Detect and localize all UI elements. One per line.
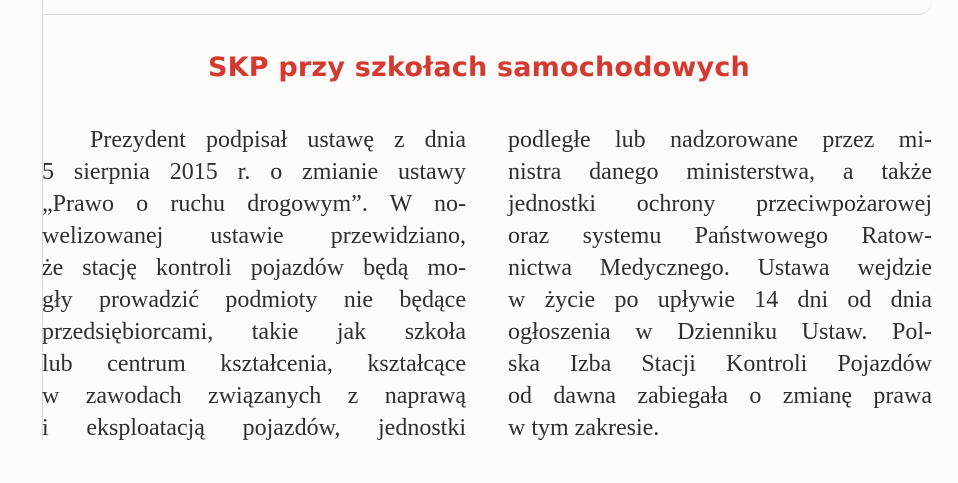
article-left-column (42, 124, 466, 444)
text-line: lub centrum kształcenia, kształcące (42, 351, 466, 377)
article-right-column (508, 124, 932, 444)
text-line: nistra danego ministerstwa, a także (508, 159, 932, 185)
article-title: SKP przy szkołach samochodowych (208, 52, 750, 83)
text-line: przedsiębiorcami, takie jak szkoła (42, 319, 466, 345)
text-line: nictwa Medycznego. Ustawa wejdzie (508, 255, 932, 281)
text-line: od dawna zabiegała o zmianę prawa (508, 383, 932, 409)
text-line: oraz systemu Państwowego Ratow- (508, 223, 932, 249)
text-line: ska Izba Stacji Kontroli Pojazdów (508, 351, 932, 377)
text-line: jednostki ochrony przeciwpożarowej (508, 191, 932, 217)
text-line: gły prowadzić podmioty nie będące (42, 287, 466, 313)
text-line: że stację kontroli pojazdów będą mo- (42, 255, 466, 281)
text-line: ogłoszenia w Dzienniku Ustaw. Pol- (508, 319, 932, 345)
text-line: Prezydent podpisał ustawę z dnia (90, 127, 466, 153)
text-line: „Prawo o ruchu drogowym”. W no- (42, 191, 466, 217)
text-line: i eksploatacją pojazdów, jednostki (42, 415, 466, 441)
text-line: welizowanej ustawie przewidziano, (42, 223, 466, 249)
text-line: podległe lub nadzorowane przez mi- (508, 127, 932, 153)
text-line: w tym zakresie. (508, 415, 660, 441)
page-frame-top-border (42, 0, 932, 15)
text-line: w zawodach związanych z naprawą (42, 383, 466, 409)
text-line: 5 sierpnia 2015 r. o zmianie ustawy (42, 159, 466, 185)
text-line: w życie po upływie 14 dni od dnia (508, 287, 932, 313)
